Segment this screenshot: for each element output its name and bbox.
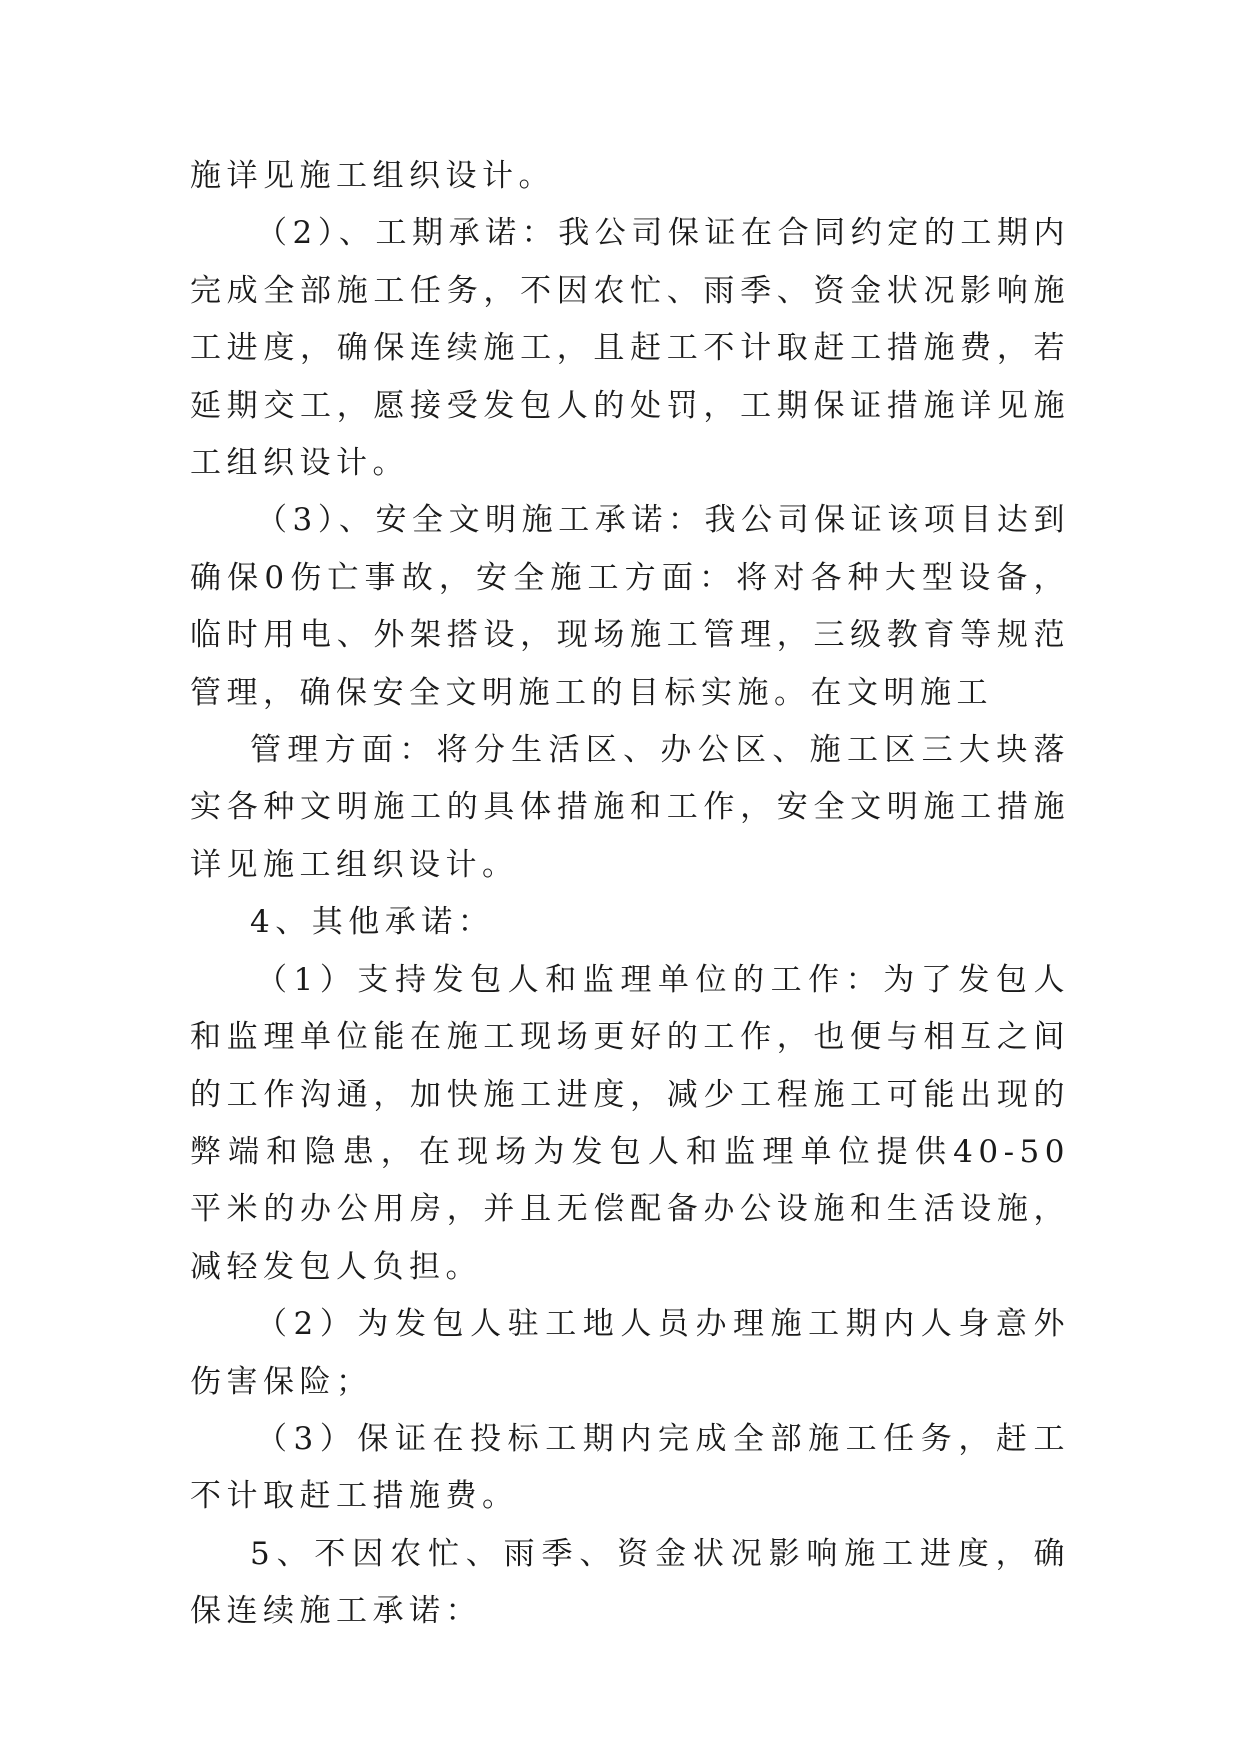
paragraph-safety-commitment: （3）、安全文明施工承诺：我公司保证该项目达到确保0伤亡事故，安全施工方面：将对各种大型设备，临时用电、外架搭设，现场施工管理，三级教育等规范管理，确保安全文明施工的目标实施。在文明施工 bbox=[190, 502, 1070, 711]
paragraph-schedule-commitment: （2）、工期承诺：我公司保证在合同约定的工期内完成全部施工任务，不因农忙、雨季、资金状况影响施工进度，确保连续施工，且赶工不计取赶工措施费，若延期交工，愿接受发包人的处罚，工期保证措施详见施工组织设计。 bbox=[190, 215, 1070, 482]
document-body bbox=[190, 148, 1070, 1641]
paragraph-continuation: 施详见施工组织设计。 bbox=[190, 158, 555, 194]
heading-other-commitments: 4、其他承诺： bbox=[250, 904, 495, 941]
heading-continuous-construction: 5、不因农忙、雨季、资金状况影响施工进度，确保连续施工承诺： bbox=[190, 1535, 1070, 1630]
paragraph-insurance: （2）为发包人驻工地人员办理施工期内人身意外伤害保险； bbox=[190, 1306, 1070, 1400]
paragraph-deadline-guarantee: （3）保证在投标工期内完成全部施工任务，赶工不计取赶工措施费。 bbox=[190, 1420, 1070, 1515]
paragraph-support-employer: （1）支持发包人和监理单位的工作：为了发包人和监理单位能在施工现场更好的工作，也便与相互之间的工作沟通，加快施工进度，减少工程施工可能出现的弊端和隐患，在现场为发包人和监理单位提供40-50平米的办公用房，并且无偿配备办公设施和生活设施，减轻发包人负担。 bbox=[190, 961, 1070, 1285]
paragraph-civilized-management: 管理方面：将分生活区、办公区、施工区三大块落实各种文明施工的具体措施和工作，安全文明施工措施详见施工组织设计。 bbox=[190, 732, 1070, 883]
